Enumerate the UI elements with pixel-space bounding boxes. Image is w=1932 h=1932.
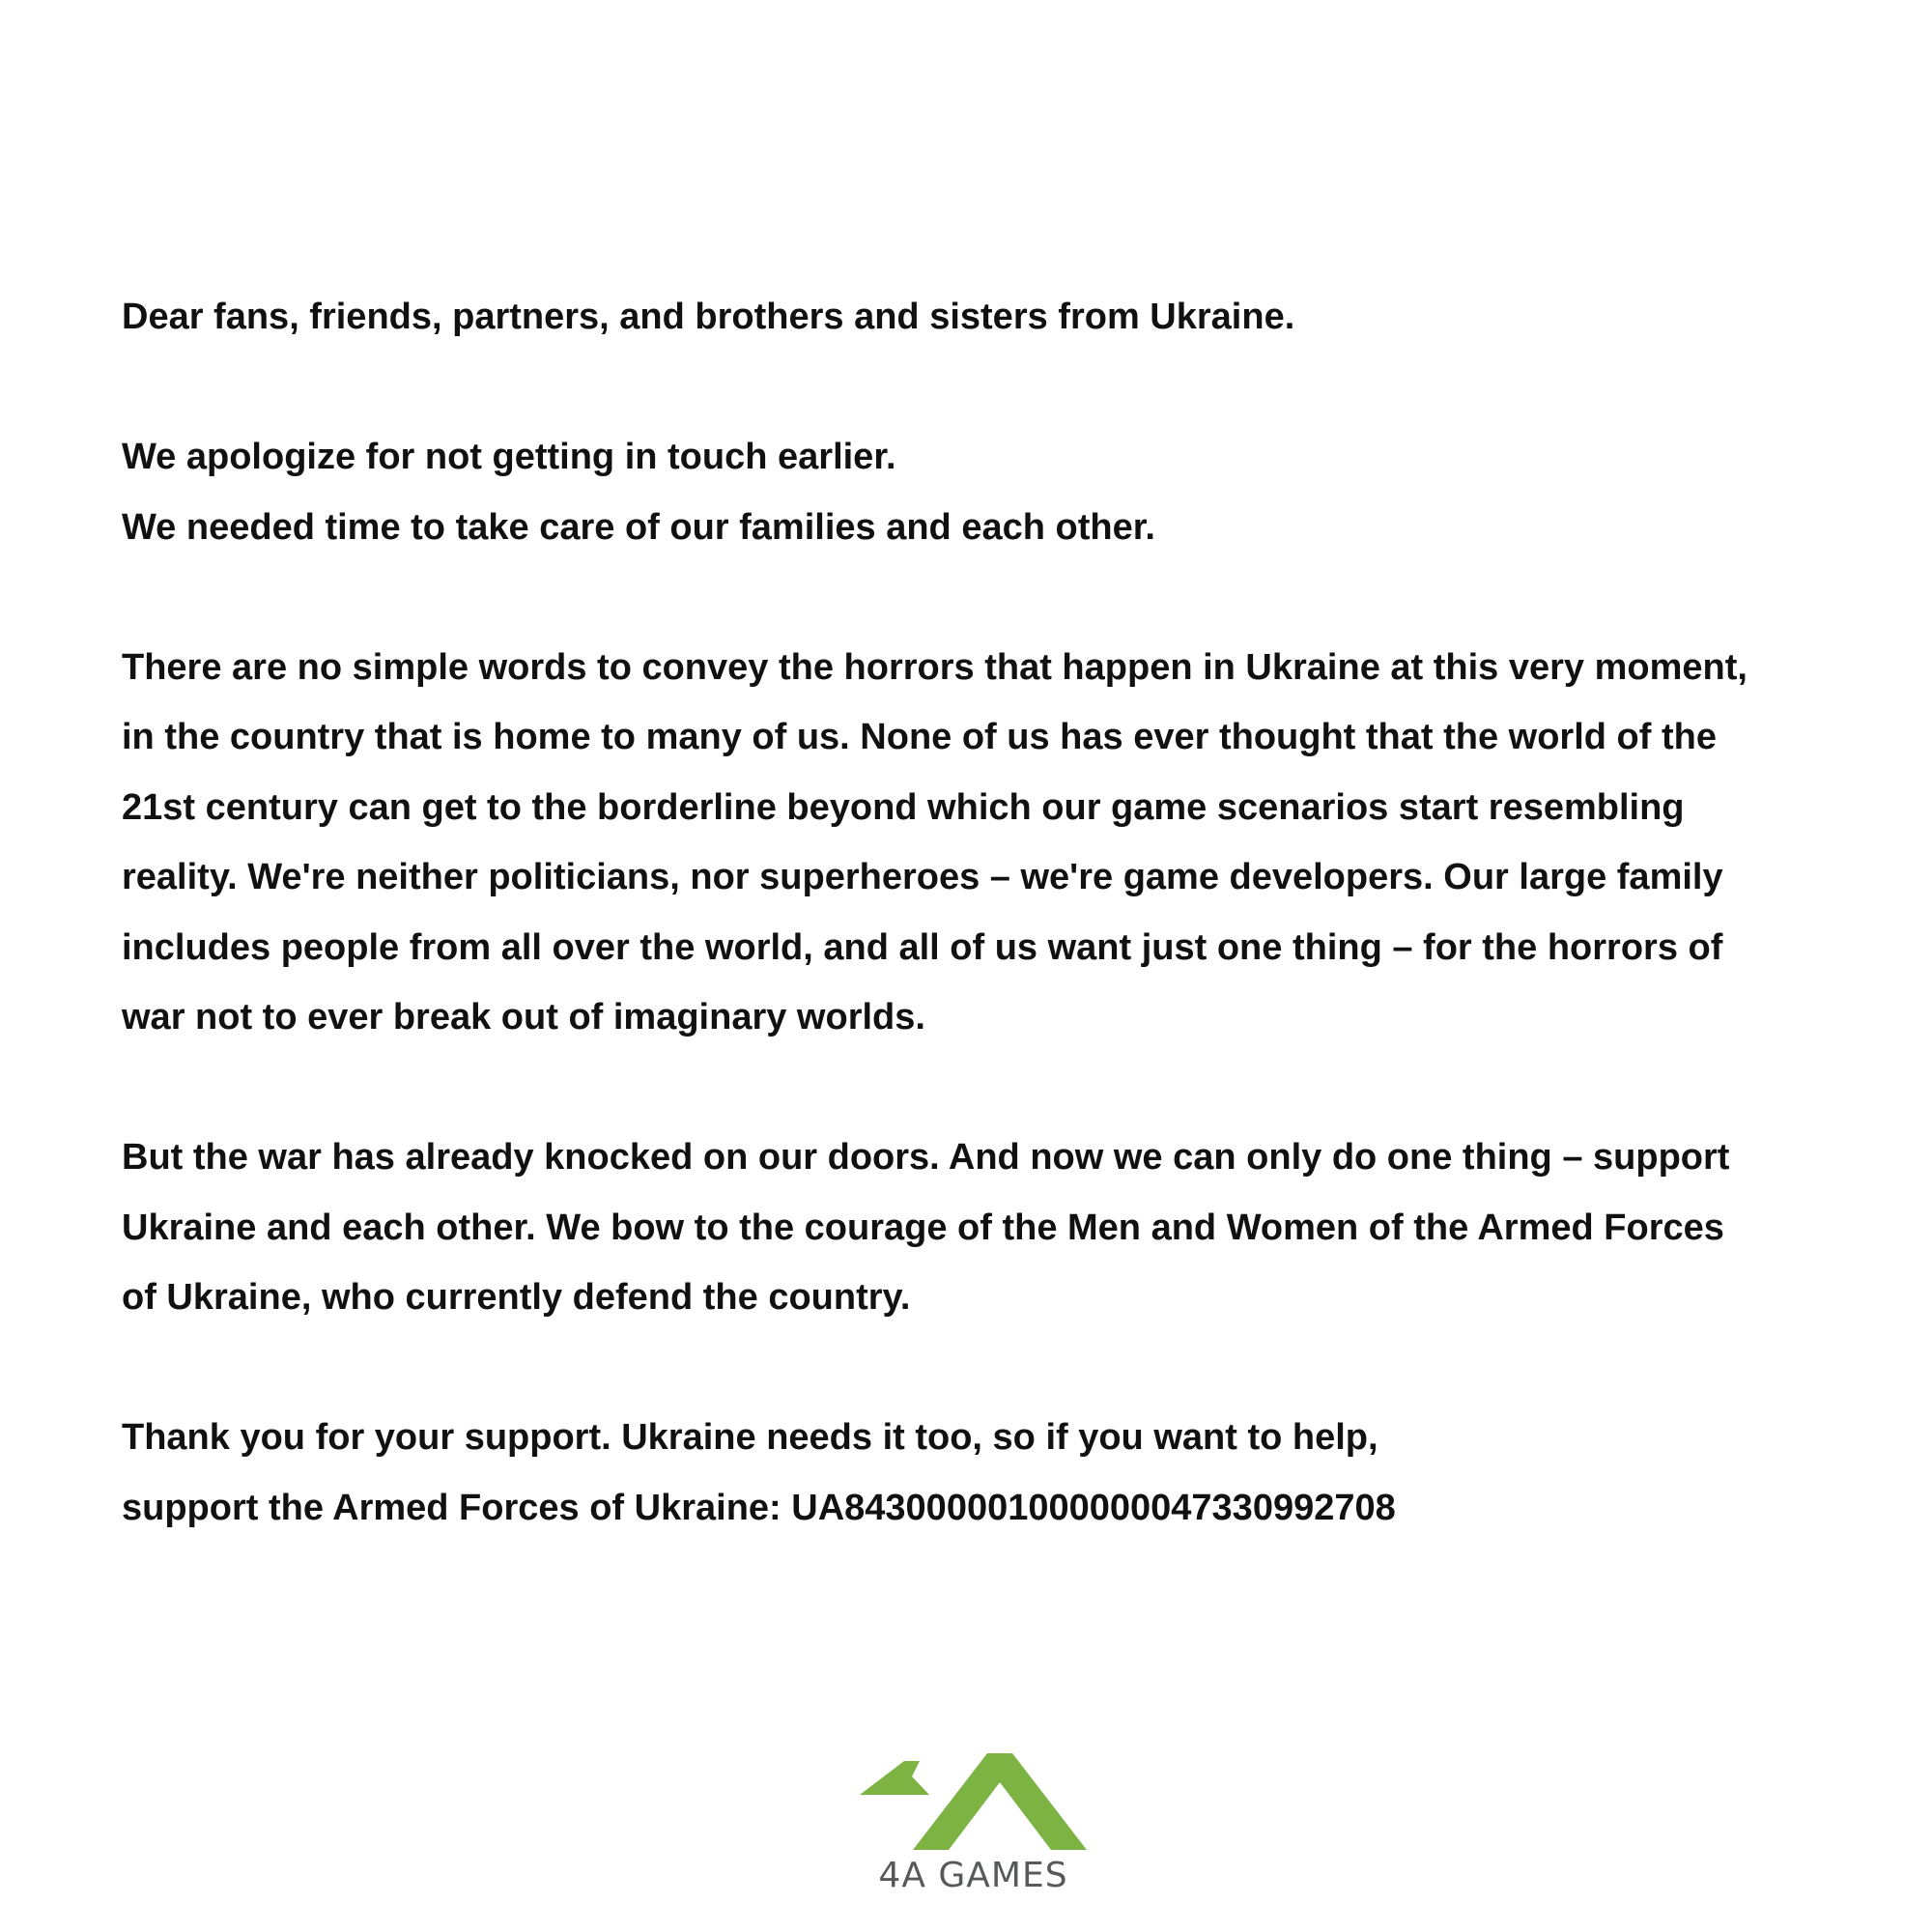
war-line-2: Ukraine and each other. We bow to the courage of the Men and Women of the Armed Forces xyxy=(122,1207,1724,1248)
logo-wordmark: 4A GAMES xyxy=(878,1856,1068,1895)
apology-line-2: We needed time to take care of our families and each other. xyxy=(122,506,1155,548)
greeting-line: Dear fans, friends, partners, and brothers and sisters from Ukraine. xyxy=(122,297,1295,337)
war-line-3: of Ukraine, who currently defend the country. xyxy=(122,1277,911,1318)
horrors-line-3: 21st century can get to the borderline beyond which our game scenarios start resembling xyxy=(122,786,1685,828)
support-line-1: Thank you for your support. Ukraine needs it too, so if you want to help, xyxy=(122,1417,1378,1458)
horrors-line-4: reality. We're neither politicians, nor superheroes – we're game developers. Our large family xyxy=(122,857,1723,897)
horrors-paragraph xyxy=(122,633,1861,1053)
letter-body xyxy=(122,282,1861,1543)
support-line-2: support the Armed Forces of Ukraine: UA843000001000000047330992708 xyxy=(122,1487,1396,1528)
apology-paragraph xyxy=(122,422,1861,562)
horrors-line-5: includes people from all over the world, and all of us want just one thing – for the horrors of xyxy=(122,926,1723,968)
war-line-1: But the war has already knocked on our doors. And now we can only do one thing – support xyxy=(122,1137,1730,1178)
horrors-line-2: in the country that is home to many of us. None of us has ever thought that the world of the xyxy=(122,717,1717,757)
horrors-line-1: There are no simple words to convey the horrors that happen in Ukraine at this very moment, xyxy=(122,646,1747,688)
war-paragraph xyxy=(122,1122,1861,1333)
4a-games-logo-icon xyxy=(860,1753,1087,1850)
greeting-paragraph xyxy=(122,282,1861,353)
logo-left-flag xyxy=(860,1761,929,1795)
apology-line-1: We apologize for not getting in touch earlier. xyxy=(122,437,896,477)
company-logo xyxy=(860,1753,1087,1908)
horrors-line-6: war not to ever break out of imaginary worlds. xyxy=(122,997,925,1037)
logo-a-mark xyxy=(913,1753,1087,1850)
support-paragraph xyxy=(122,1403,1861,1543)
